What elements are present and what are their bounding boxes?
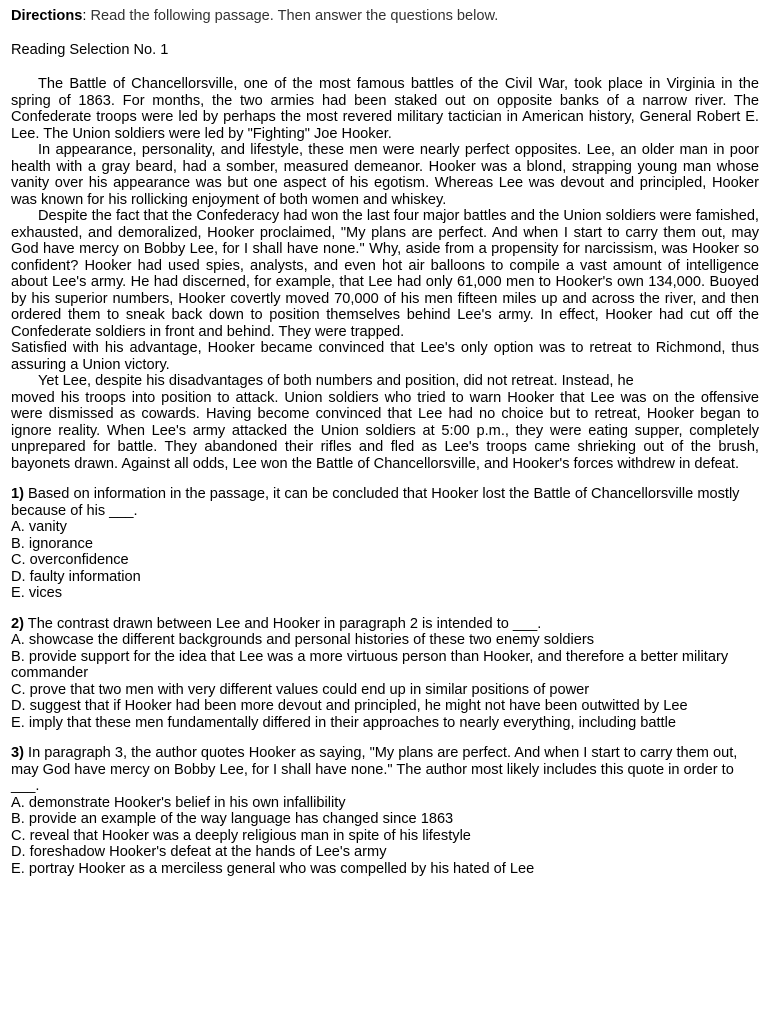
- question-text: The contrast drawn between Lee and Hooker in paragraph 2 is intended to ___.: [23, 615, 542, 632]
- directions-text: Read the following passage. Then answer the questions below.: [86, 8, 499, 24]
- question-text: Based on information in the passage, it can be concluded that Hooker lost the Battle of Chancellorsville mostly because of his ___.: [11, 486, 740, 519]
- question-text: In paragraph 3, the author quotes Hooker as saying, "My plans are perfect. And when I start to carry them out, may God have mercy on Bobby Lee, for I shall have none." The author most likely includes this quote in order to ___.: [11, 745, 738, 794]
- answer-option: E. vices: [11, 585, 63, 601]
- passage-paragraph: Yet Lee, despite his disadvantages of both numbers and position, did not retreat. Instead, he: [38, 373, 634, 389]
- answer-option: E. imply that these men fundamentally differed in their approaches to nearly everything, including battle: [11, 714, 676, 731]
- question-2: [11, 616, 759, 732]
- question-1: [11, 486, 759, 602]
- answer-option: B. ignorance: [11, 535, 93, 552]
- directions-line: [11, 8, 759, 25]
- answer-option: C. reveal that Hooker was a deeply religious man in spite of his lifestyle: [11, 827, 471, 844]
- answer-option: A. vanity: [11, 519, 67, 535]
- question-stem: [11, 745, 759, 795]
- question-number: 2): [11, 615, 24, 632]
- question-number: 3): [11, 745, 24, 761]
- answer-option: B. provide support for the idea that Lee was a more virtuous person than Hooker, and therefore a better military commander: [11, 648, 729, 681]
- answer-option: C. overconfidence: [11, 552, 129, 568]
- answer-option: B. provide an example of the way language has changed since 1863: [11, 811, 454, 827]
- question-number: 1): [11, 486, 24, 502]
- passage-paragraph: Despite the fact that the Confederacy had won the last four major battles and the Union soldiers were famished, exhausted, and demoralized, Hooker proclaimed, "My plans are perfect. And when I start to carry them out, may God have mercy on Bobby Lee, for I shall have none." Why, aside from a propensity for narcissism, was Hooker so confident? Hooker had used spies, analysts, and even hot air balloons to compile a vast amount of intelligence about Lee's army. He had discerned, for example, that Lee had only 61,000 men to Hooker's own 134,000. Buoyed by his superior numbers, Hooker covertly moved 70,000 of his men fifteen miles up and across the river, and then ordered them to sneak back down to position themselves behind Lee's army. In effect, Hooker had cut off the Confederate soldiers in front and behind. They were trapped.: [11, 208, 759, 340]
- directions-label: Directions: [11, 8, 83, 24]
- passage-paragraph: The Battle of Chancellorsville, one of the most famous battles of the Civil War, took place in Virginia in the spring of 1863. For months, the two armies had been staked out on opposite banks of a narrow river. The Confederate troops were led by perhaps the most revered military tactician in American history, General Robert E. Lee. The Union soldiers were led by "Fighting" Joe Hooker.: [11, 76, 759, 142]
- answer-option: A. demonstrate Hooker's belief in his own infallibility: [11, 794, 346, 811]
- answer-option: D. suggest that if Hooker had been more devout and principled, he might not have been outwitted by Lee: [11, 698, 688, 714]
- passage-paragraph: In appearance, personality, and lifestyle, these men were nearly perfect opposites. Lee, an older man in poor health with a gray beard, had a somber, measured demeanor. Hooker was a blond, strapping young man whose vanity over his appearance was but one aspect of his egotism. Whereas Lee was devout and principled, Hooker was known for his rollicking enjoyment of both women and whiskey.: [11, 142, 759, 208]
- question-stem: [11, 486, 759, 519]
- answer-option: D. faulty information: [11, 568, 141, 585]
- answer-option: D. foreshadow Hooker's defeat at the hands of Lee's army: [11, 844, 387, 860]
- directions-colon: :: [82, 8, 87, 24]
- answer-option: C. prove that two men with very different values could end up in similar positions of power: [11, 681, 590, 698]
- selection-title: Reading Selection No. 1: [11, 41, 169, 58]
- reading-passage: [11, 76, 759, 472]
- question-stem: [11, 616, 759, 633]
- answer-option: A. showcase the different backgrounds and personal histories of these two enemy soldiers: [11, 632, 595, 648]
- passage-paragraph: Satisfied with his advantage, Hooker became convinced that Lee's only option was to retreat to Richmond, thus assuring a Union victory.: [11, 340, 759, 373]
- passage-paragraph: moved his troops into position to attack. Union soldiers who tried to warn Hooker that Lee was on the offensive were dismissed as cowards. Having become convinced that Lee had no choice but to retreat, Hooker began to ignore reality. When Lee's army attacked the Union soldiers at 5:00 p.m., they were eating supper, completely unprepared for battle. They abandoned their rifles and fled as Lee's troops came shrieking out of the brush, bayonets drawn. Against all odds, Lee won the Battle of Chancellorsville, and Hooker's forces withdrew in defeat.: [11, 389, 759, 472]
- answer-option: E. portray Hooker as a merciless general who was compelled by his hated of Lee: [11, 860, 535, 877]
- question-3: [11, 745, 759, 877]
